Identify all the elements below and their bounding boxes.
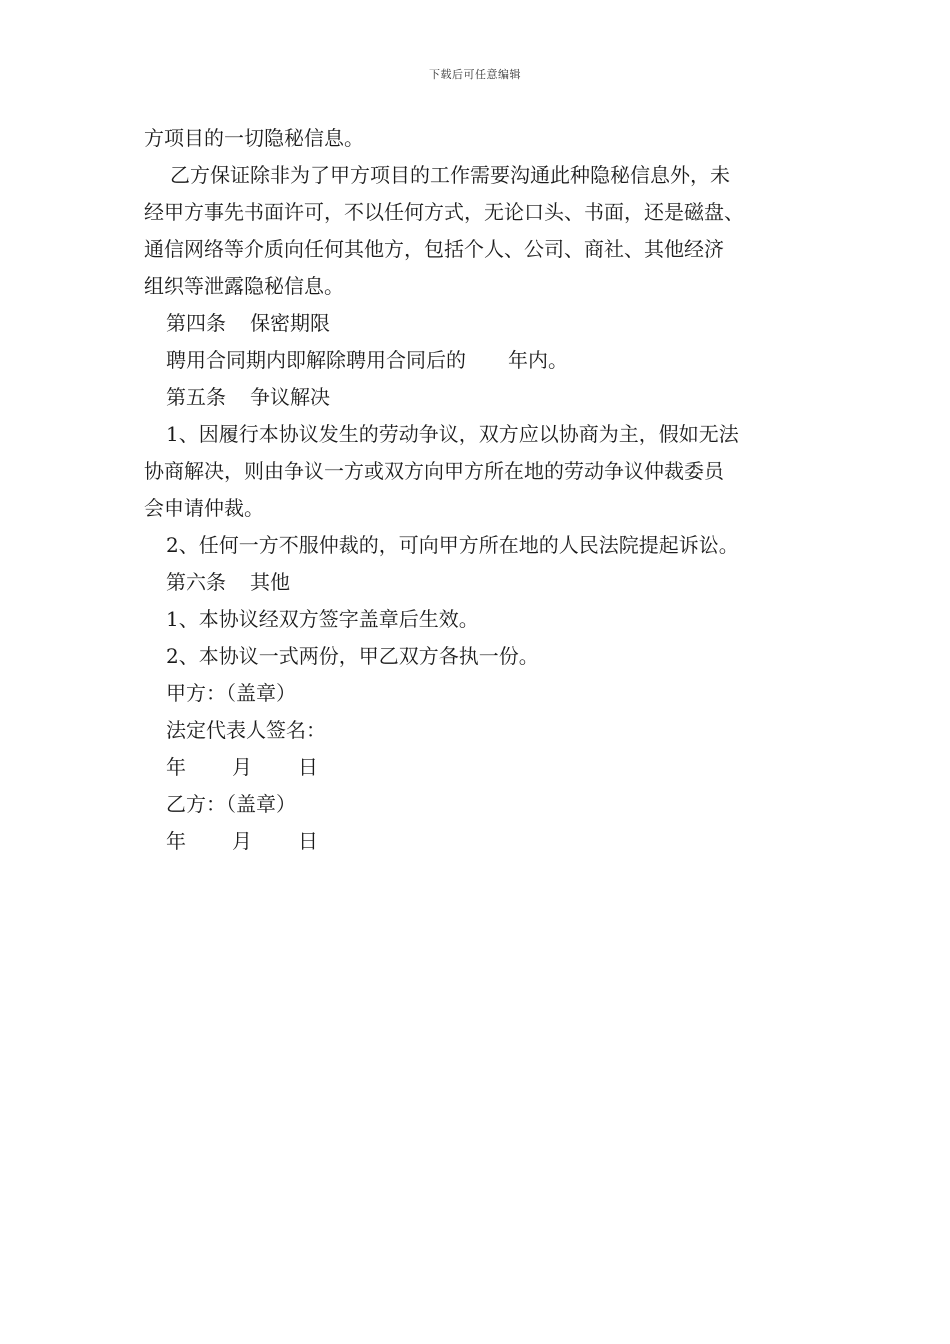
body-line: 2、任何一方不服仲裁的，可向甲方所在地的人民法院提起诉讼。: [166, 533, 739, 557]
party-a-seal: 甲方：（盖章）: [166, 681, 296, 705]
article-number: 第六条: [166, 570, 226, 594]
body-line: 会申请仲裁。: [144, 496, 264, 520]
date-month: 月: [232, 755, 252, 779]
article-4-text: [144, 342, 824, 379]
page-header-note: 下载后可任意编辑: [429, 68, 521, 81]
article-6-heading: [144, 564, 824, 601]
date-line: [144, 749, 824, 786]
body-line: 方项目的一切隐秘信息。: [144, 126, 364, 150]
date-line: [144, 823, 824, 860]
party-b-seal: 乙方：（盖章）: [166, 792, 296, 816]
date-year: 年: [166, 755, 186, 779]
body-text-segment: 年内。: [508, 348, 568, 372]
document-body: [144, 120, 824, 860]
body-text-segment: 聘用合同期内即解除聘用合同后的: [166, 348, 466, 372]
article-number: 第四条: [166, 311, 226, 335]
body-line: 1、因履行本协议发生的劳动争议，双方应以协商为主，假如无法: [166, 422, 739, 446]
date-year: 年: [166, 829, 186, 853]
article-title: 争议解决: [250, 385, 330, 409]
date-day: 日: [298, 829, 318, 853]
article-4-heading: [144, 305, 824, 342]
article-5-heading: [144, 379, 824, 416]
body-line: 乙方保证除非为了甲方项目的工作需要沟通此种隐秘信息外，未: [170, 163, 730, 187]
body-line: 经甲方事先书面许可，不以任何方式，无论口头、书面，还是磁盘、: [144, 200, 744, 224]
article-title: 其他: [250, 570, 290, 594]
article-title: 保密期限: [250, 311, 330, 335]
body-line: 组织等泄露隐秘信息。: [144, 274, 344, 298]
body-line: 协商解决，则由争议一方或双方向甲方所在地的劳动争议仲裁委员: [144, 459, 724, 483]
legal-representative-signature: 法定代表人签名：: [166, 718, 326, 742]
body-line: 2、本协议一式两份，甲乙双方各执一份。: [166, 644, 539, 668]
date-month: 月: [232, 829, 252, 853]
body-line: 1、本协议经双方签字盖章后生效。: [166, 607, 479, 631]
body-line: 通信网络等介质向任何其他方，包括个人、公司、商社、其他经济: [144, 237, 724, 261]
article-number: 第五条: [166, 385, 226, 409]
date-day: 日: [298, 755, 318, 779]
